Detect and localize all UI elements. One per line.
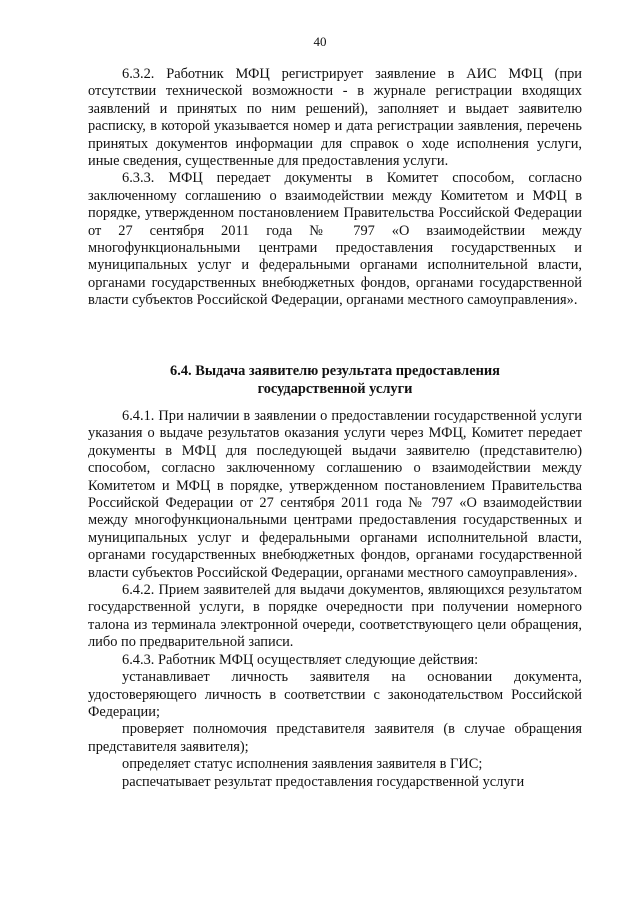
paragraph-6-3-2: 6.3.2. Работник МФЦ регистрирует заявление в АИС МФЦ (при отсутствии технической возможности - в журнале регистрации входящих заявлений и принятых по ним решений), заполняет и выдает заявителю расписку, в которой указывается номер и дата регистрации заявления, перечень принятых документов информации для справок о ходе исполнения услуги, иные сведения, существенные для предоставления услуги.: [88, 66, 582, 170]
paragraph-6-3-3: 6.3.3. МФЦ передает документы в Комитет способом, согласно заключенному соглашению о взаимодействии между Комитетом и МФЦ в порядке, утвержденном постановлением Правительства Российской Федерации от 27 сентября 2011 года № 797 «О взаимодействии между многофункциональными центрами предоставления государственных и муниципальных услуг и федеральными органами исполнительной власти, органами государственных внебюджетных фондов, органами государственной власти субъектов Российской Федерации, органами местного самоуправления».: [88, 170, 582, 309]
section-6-4-text: [88, 408, 582, 791]
paragraph-6-4-2: 6.4.2. Прием заявителей для выдачи документов, являющихся результатом государственной услуги, в порядке очередности при получении номерного талона из терминала электронной очереди, соответствующего цели обращения, либо по предварительной записи.: [88, 582, 582, 651]
paragraph-6-4-1: 6.4.1. При наличии в заявлении о предоставлении государственной услуги указания о выдаче результатов оказания услуги через МФЦ, Комитет передает документы в МФЦ для последующей выдачи заявителю (представителю) способом, согласно заключенному соглашению о взаимодействии между Комитетом и МФЦ в порядке, утвержденном постановлением Правительства Российской Федерации от 27 сентября 2011 года № 797 «О взаимодействии между многофункциональными центрами предоставления государственных и муниципальных услуг и федеральными органами исполнительной власти, органами государственных внебюджетных фондов, органами государственной власти субъектов Российской Федерации, органами местного самоуправления».: [88, 408, 582, 581]
heading-line-2: государственной услуги: [257, 381, 413, 397]
paragraph-6-4-3: 6.4.3. Работник МФЦ осуществляет следующие действия:: [122, 651, 479, 668]
section-6-3-text: [88, 66, 582, 310]
list-item-identity: устанавливает личность заявителя на основании документа, удостоверяющего личность в соответствии с законодательством Российской Федерации;: [88, 669, 582, 720]
heading-line-1: 6.4. Выдача заявителю результата предоставления: [170, 363, 500, 379]
section-heading-6-4: [88, 362, 582, 398]
list-item-authority: проверяет полномочия представителя заявителя (в случае обращения представителя заявителя);: [88, 721, 582, 755]
list-item-print: распечатывает результат предоставления государственной услуги: [122, 773, 525, 790]
page-number: 40: [313, 34, 327, 49]
list-item-status: определяет статус исполнения заявления заявителя в ГИС;: [122, 756, 483, 773]
